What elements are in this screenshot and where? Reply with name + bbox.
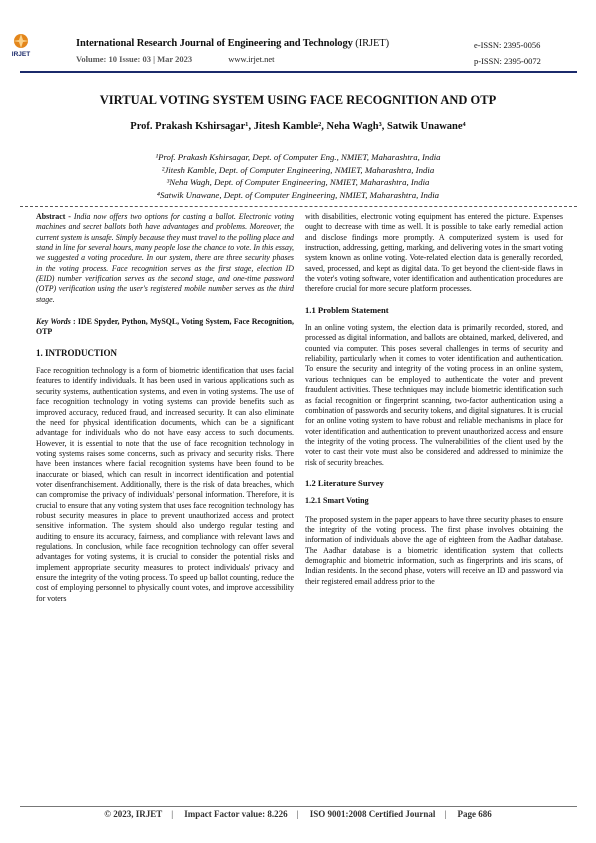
- literature-text: The proposed system in the paper appears to have three security phases to ensure the integrity of the voting process. The first phase involves obtaining the information of individuals above the age of eighteen from the Aadhar database. The Aadhar database is a biometric identification system that collects demographic and biometric information, such as fingerprints and iris scans, of Indian residents. In the second phase, voters will receive an ID and password via their registered email address prior to the: [305, 514, 563, 586]
- affiliation: ³Neha Wagh, Dept. of Computer Engineering, NMIET, Maharashtra, India: [166, 177, 430, 187]
- subsection-heading-smart-voting: 1.2.1 Smart Voting: [305, 496, 369, 506]
- keywords: Key Words : IDE Spyder, Python, MySQL, Voting System, Face Recognition, OTP: [36, 317, 295, 337]
- author-list: Prof. Prakash Kshirsagar¹, Jitesh Kamble², Neha Wagh³, Satwik Unawane⁴: [130, 121, 466, 132]
- section-separator: [20, 206, 577, 207]
- footer-copyright: © 2023, IRJET: [104, 809, 163, 819]
- section-heading-literature-survey: 1.2 Literature Survey: [305, 477, 384, 488]
- abstract-text: India now offers two options for casting a ballot. Electronic voting machines and secret ballots both have advantages and problems. Moreover, the current system is unsafe. Simply because they must travel to the polling place and stand in line for several hours, many people lose the chance to vote. In this essay, we suggested a voting procedure. In our system, there are three security phases in the voting process. Face recognition serves as the first stage, election ID (EID) number verification serves as the second stage, and one-time password (OTP) verification using the user's registered mobile number serves as the third stage.: [36, 212, 294, 304]
- journal-name: International Research Journal of Engineering and Technology (IRJET): [76, 38, 390, 49]
- footer: © 2023, IRJET | Impact Factor value: 8.226 | ISO 9001:2008 Certified Journal | Page 686: [104, 809, 492, 819]
- section-heading-problem-statement: 1.1 Problem Statement: [305, 304, 389, 315]
- problem-statement-text: In an online voting system, the election data is primarily recorded, stored, and processed as digital information, and ballots are obtained, marked, delivered, and counted via computer. This poses several challenges in terms of security and reliability, particularly when it comes to voter identification and authentication. To ensure the security and integrity of the voting process in an online system, various techniques can be employed to authenticate the voter and prevent fraudulent activities. These techniques may include biometric identification such as facial recognition or fingerprint scanning, two-factor authentication using a combination of passwords and security tokens, and digital signatures. It is crucial for an online voting system to have robust and reliable mechanisms in place for voter identification and authentication to prevent unauthorized access and ensure the integrity of the voting process. The vulnerabilities of the client used by the voter to cast their vote must also be considered and addressed to minimize the risk of security breaches.: [305, 323, 563, 467]
- abstract-label: Abstract -: [36, 212, 71, 221]
- logo-text: IRJET: [11, 51, 31, 58]
- section-heading-introduction: 1. INTRODUCTION: [36, 347, 118, 358]
- journal-meta: [76, 54, 274, 64]
- affiliation: ⁴Satwik Unawane, Dept. of Computer Engineering, NMIET, Maharashtra, India: [156, 189, 440, 200]
- left-column: [36, 212, 294, 610]
- footer-rule: [20, 806, 577, 807]
- footer-page-number: Page 686: [457, 809, 492, 819]
- abstract: [36, 212, 294, 305]
- volume-info: Volume: 10 Issue: 03 | Mar 2023: [76, 54, 193, 64]
- footer-impact-factor: Impact Factor value: 8.226: [184, 809, 288, 819]
- right-column: [305, 212, 563, 593]
- affiliations: [0, 151, 596, 201]
- eissn: e-ISSN: 2395-0056: [474, 40, 541, 50]
- intro-continued-text: with disabilities, electronic voting equipment has entered the picture. Expenses ought to decrease with time as well. It is possible to take early remedial action and disclose findings more promptly. A computerized system is used for instruction, addressing, getting, marking, and delivering votes in the smart voting system known as online voting. Vote-related election data is generally recorded, saved, processed, and kept as digital data. To get beyond the client-side flaws in the voter's voting software, voter identification and authentication procedures are therefore crucial for more secure platform processes.: [305, 212, 563, 294]
- journal-logo-icon: [10, 32, 32, 58]
- intro-text: Face recognition technology is a form of biometric identification that uses facial features to identify individuals. It has been used in various applications such as security systems, authentication systems, and even in voting systems. The use of face recognition technology in voting systems can provide benefits such as improved accuracy, reduced fraud, and increased security. It can also eliminate the need for physical identification documents, which can be a significant advantage for individuals who do not have easy access to such documents. However, it is essential to note that the use of face recognition technology in voting systems raises some concerns, such as privacy and security risks. There have been instances where facial recognition systems have been found to be inaccurate or biased, which can result in incorrect identification and potential voter disenfranchisement. Additionally, there is the risk of data breaches, which can compromise the privacy of individuals' personal information. Therefore, it is crucial to ensure that any voting system that uses face recognition technology has robust security measures in place to prevent unauthorized access and protect sensitive information. The system should also undergo regular testing and auditing to ensure its accuracy, fairness, and compliance with relevant laws and regulations. In conclusion, while face recognition technology can offer several advantages for voting systems, it is crucial to consider the potential risks and implement appropriate security measures to protect individuals' privacy and ensure the integrity of the voting process. To speed up ballot counting, reduce the cost of employing personnel to physically count votes, and improve accessibility for voters: [36, 366, 294, 603]
- pissn: p-ISSN: 2395-0072: [474, 56, 541, 66]
- paper-title: VIRTUAL VOTING SYSTEM USING FACE RECOGNITION AND OTP: [99, 93, 497, 107]
- affiliation: ¹Prof. Prakash Kshirsagar, Dept. of Computer Eng., NMIET, Maharashtra, India: [155, 152, 441, 162]
- affiliation: ²Jitesh Kamble, Dept. of Computer Engineering, NMIET, Maharashtra, India: [161, 164, 435, 175]
- footer-iso: ISO 9001:2008 Certified Journal: [309, 809, 436, 819]
- header-rule: [20, 71, 577, 73]
- journal-url[interactable]: www.irjet.net: [228, 54, 275, 64]
